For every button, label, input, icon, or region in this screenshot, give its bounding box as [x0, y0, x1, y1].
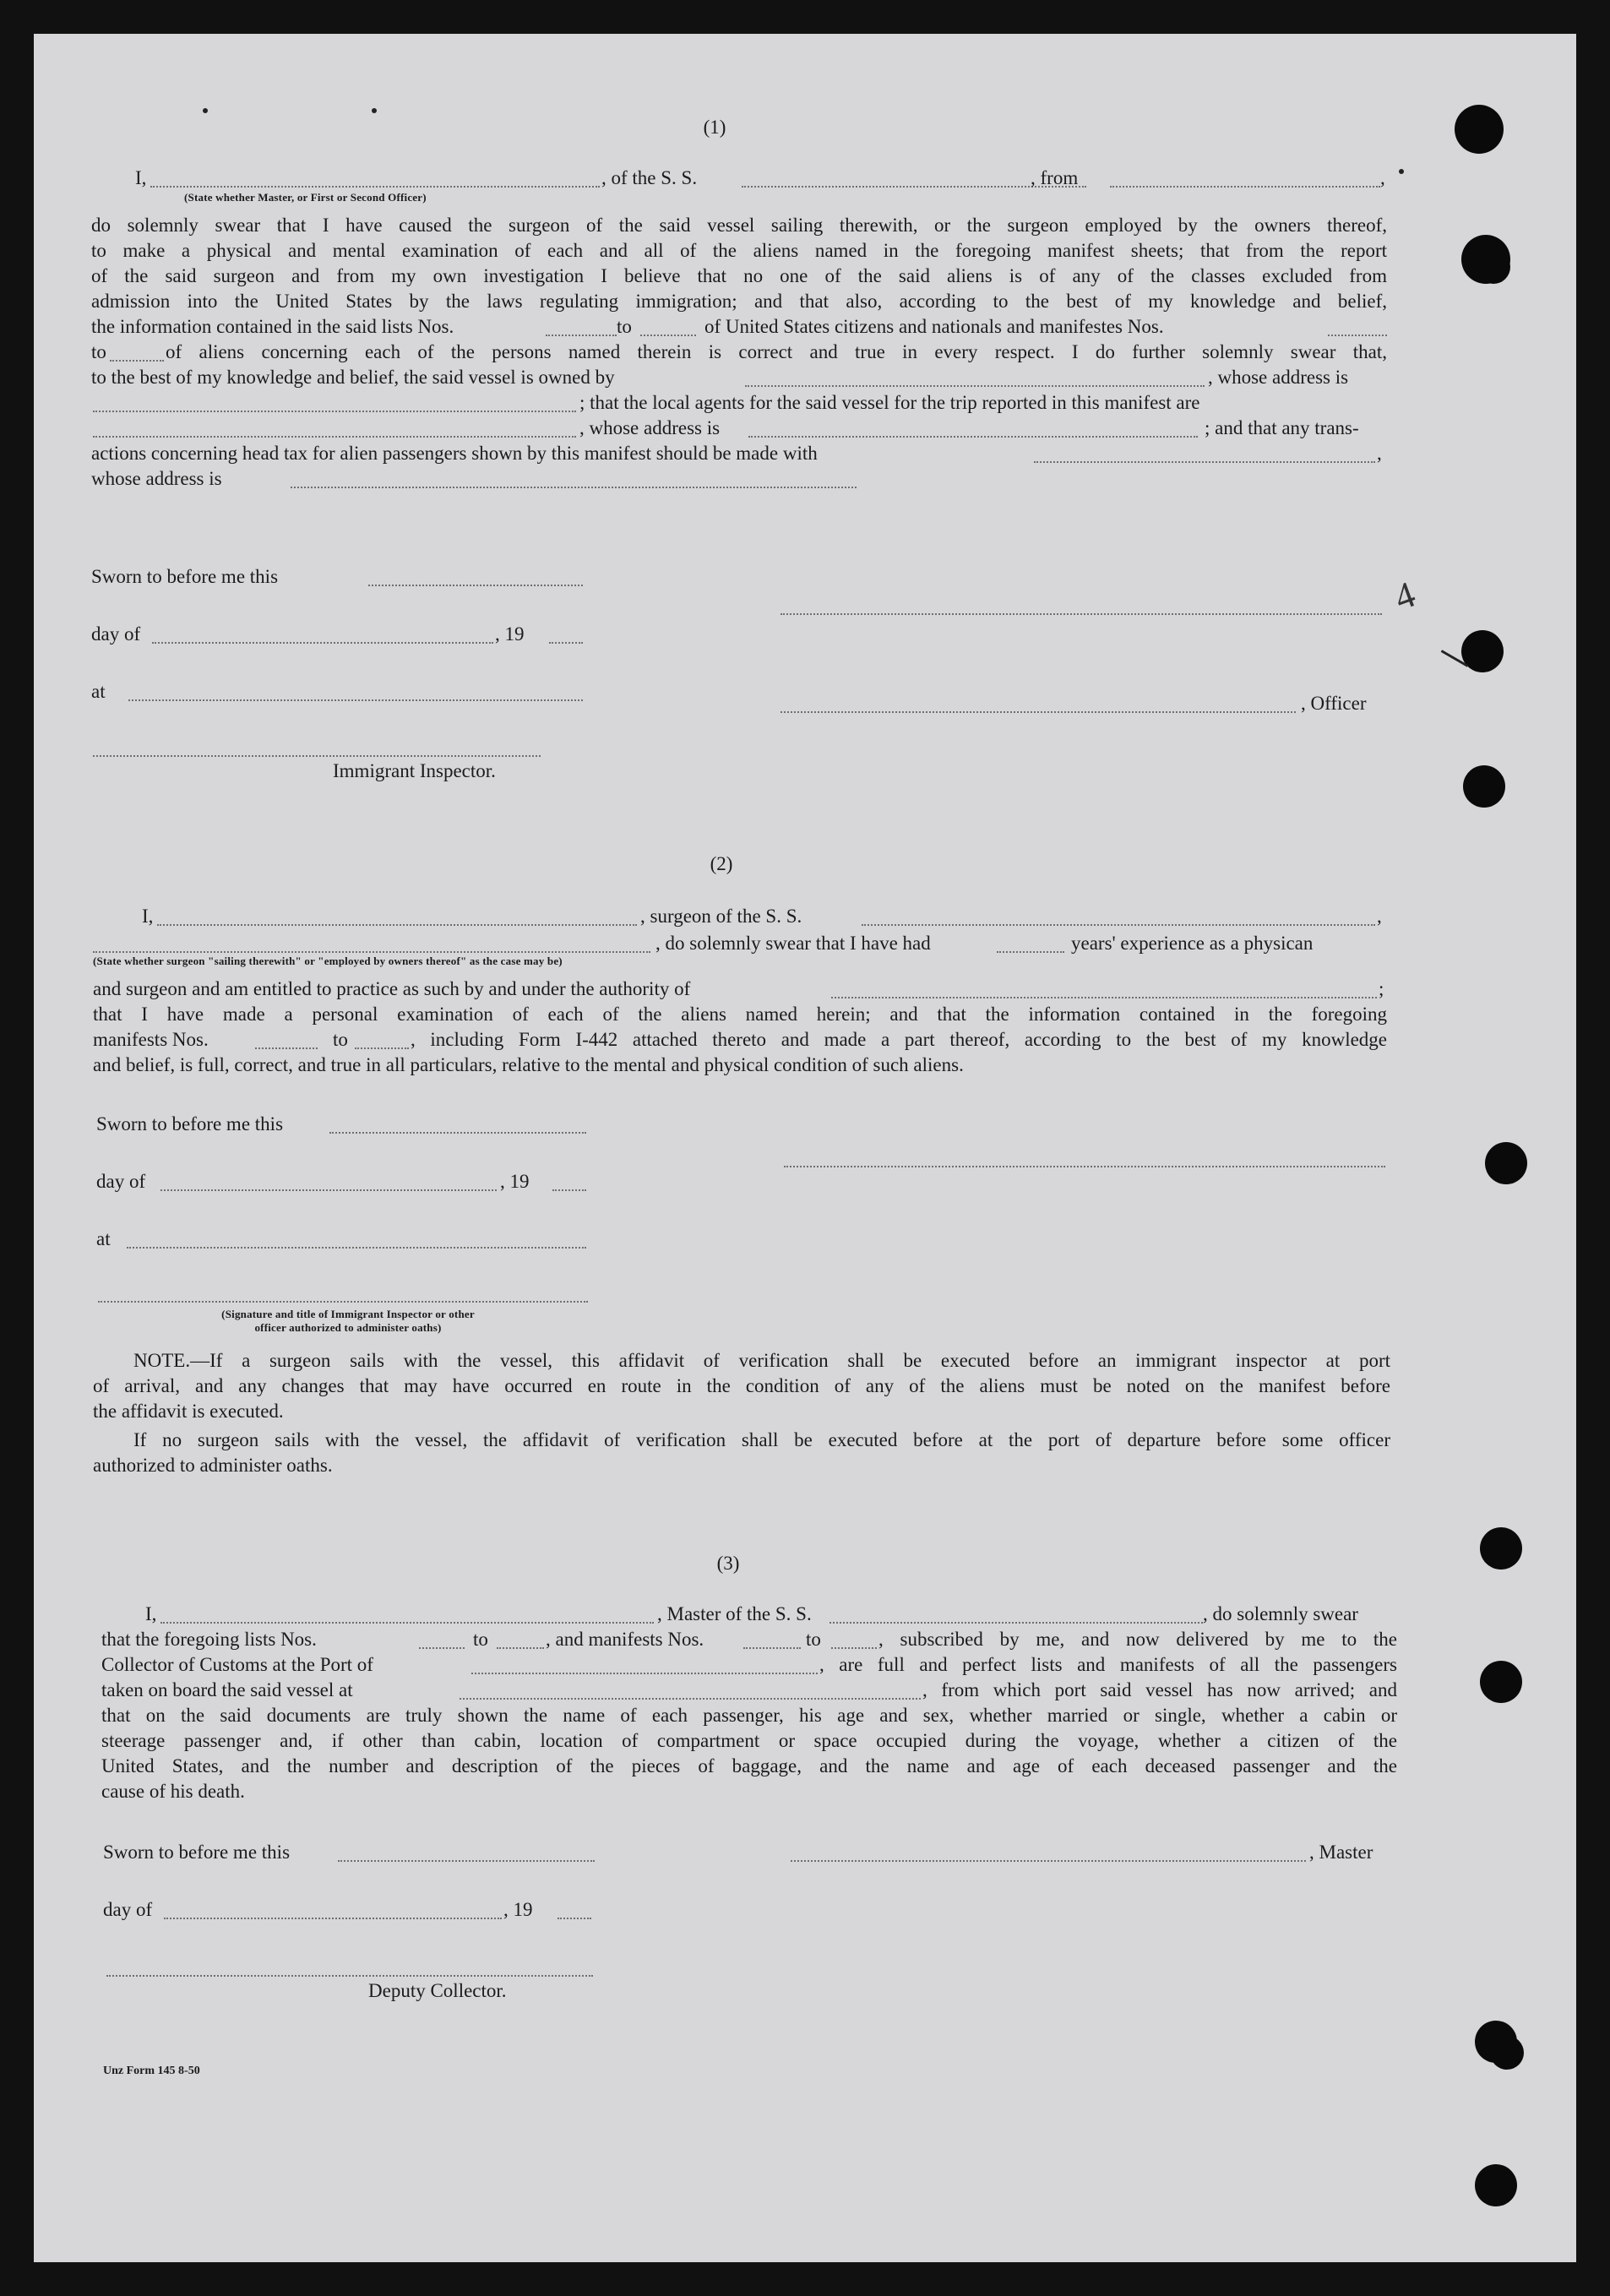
- s3-taken-label: taken on board the said vessel at: [101, 1679, 353, 1700]
- s3-body-line-last: cause of his death.: [101, 1781, 245, 1802]
- s1-month-field[interactable]: [152, 642, 493, 644]
- s3-body-line: that on the said documents are truly shown the name of each passenger, his age and sex, whether married or single, whether a cabin or: [101, 1705, 1397, 1726]
- ink-speck: [1399, 169, 1404, 174]
- s1-inspector-signature-field[interactable]: [93, 755, 541, 757]
- s1-day-of: day of: [91, 623, 141, 645]
- binder-hole: [1480, 1527, 1522, 1570]
- s2-sig-note-2: officer authorized to administer oaths): [254, 1321, 442, 1334]
- s2-signature-field[interactable]: [784, 1166, 1385, 1167]
- binder-hole: [1475, 2164, 1517, 2206]
- s3-master-label: , Master: [1309, 1842, 1373, 1863]
- s3-i: I,: [145, 1603, 157, 1624]
- s2-manifests-to-field[interactable]: [355, 1047, 409, 1049]
- s2-sig-note: (Signature and title of Immigrant Inspector or other: [221, 1308, 475, 1320]
- s2-at: at: [96, 1228, 111, 1249]
- s2-year-field[interactable]: [552, 1189, 586, 1191]
- s1-officer-signature-field[interactable]: [781, 711, 1296, 713]
- s2-including-line: , including Form I-442 attached thereto and made a part thereof, according to the best of my knowledge: [411, 1029, 1387, 1050]
- s1-body-line: do solemnly swear that I have caused the surgeon of the said vessel sailing therewith, or the surgeon employed by the owners thereof,: [91, 215, 1387, 236]
- s2-body-line: that I have made a personal examination of each of the aliens named herein; and that the information contained in the foregoing: [93, 1004, 1387, 1025]
- s1-i: I,: [135, 167, 147, 188]
- s2-sworn: Sworn to before me this: [96, 1113, 284, 1134]
- s2-sworn-day-field[interactable]: [329, 1132, 586, 1134]
- section-3-heading: (3): [716, 1553, 740, 1574]
- s3-vessel-field[interactable]: [829, 1622, 1203, 1624]
- s1-manifests-to-field[interactable]: [110, 360, 164, 362]
- s2-year: , 19: [500, 1171, 530, 1192]
- s3-perfect-lists-line: , are full and perfect lists and manifests of all the passengers: [819, 1654, 1397, 1675]
- s3-swear: , do solemnly swear: [1203, 1603, 1358, 1624]
- s1-citizens-label: of United States citizens and nationals and manifestes Nos.: [704, 316, 1164, 337]
- s2-semicolon: ;: [1379, 978, 1384, 999]
- s1-owned-label: to the best of my knowledge and belief, the said vessel is owned by: [91, 367, 615, 388]
- s2-surgeon-name-field[interactable]: [157, 924, 637, 926]
- s2-month-field[interactable]: [160, 1189, 497, 1191]
- form-code: Unz Form 145 8-50: [103, 2065, 200, 2077]
- s3-year-field[interactable]: [558, 1918, 591, 1919]
- s1-at: at: [91, 681, 106, 702]
- s2-note-line: NOTE.—If a surgeon sails with the vessel, this affidavit of verification shall be executed before an immigrant inspector at port: [133, 1350, 1390, 1371]
- s3-sworn-day-field[interactable]: [338, 1860, 595, 1862]
- section-2-heading: (2): [710, 853, 733, 874]
- s1-headtax-field[interactable]: [1034, 461, 1375, 463]
- s1-officer-note: (State whether Master, or First or Second Officer): [184, 191, 427, 204]
- s3-subscribed-line: , subscribed by me, and now delivered by me to the: [878, 1629, 1397, 1650]
- s1-lists-from-field[interactable]: [546, 335, 617, 336]
- s2-comma: ,: [1377, 906, 1382, 927]
- s2-i: I,: [142, 906, 154, 927]
- s1-headtax-address-field[interactable]: [291, 487, 857, 488]
- s1-aliens-line: of aliens concerning each of the persons named therein is correct and true in every respect. I do further solemnly swear that,: [166, 341, 1387, 362]
- s2-note-line: of arrival, and any changes that may have occurred en route in the condition of any of the aliens must be noted on the manifest before: [93, 1375, 1390, 1396]
- margin-handwritten-mark: 4: [1389, 573, 1421, 619]
- s1-lists-to-field[interactable]: [640, 335, 696, 336]
- s1-manifests-field[interactable]: [1328, 335, 1387, 336]
- s2-note-line-last: the affidavit is executed.: [93, 1401, 284, 1422]
- s3-master-signature-field[interactable]: [791, 1860, 1306, 1862]
- s2-note2-line-last: authorized to administer oaths.: [93, 1455, 333, 1476]
- s3-day-of: day of: [103, 1899, 153, 1920]
- s2-surgeon-capacity-field[interactable]: [93, 951, 650, 953]
- s1-owner-address-label: , whose address is: [1208, 367, 1349, 388]
- s1-year-field[interactable]: [549, 642, 583, 644]
- s2-inspector-signature-field[interactable]: [98, 1301, 588, 1303]
- s1-owner-field[interactable]: [745, 385, 1205, 387]
- s1-headtax-label: actions concerning head tax for alien passengers shown by this manifest should be made with: [91, 443, 818, 464]
- s2-to: to: [333, 1029, 348, 1050]
- s1-of-ss: , of the S. S.: [601, 167, 698, 188]
- s3-month-field[interactable]: [164, 1918, 502, 1919]
- ink-speck: [203, 108, 208, 113]
- s2-note2-line: If no surgeon sails with the vessel, the affidavit of verification shall be executed before at the port of departure before some officer: [133, 1429, 1390, 1450]
- s1-trans-label: ; and that any trans-: [1205, 417, 1359, 438]
- s1-officer-label: , Officer: [1301, 693, 1367, 714]
- s3-deputy-signature-field[interactable]: [106, 1975, 593, 1977]
- s3-sworn: Sworn to before me this: [103, 1842, 291, 1863]
- binder-hole: [1461, 235, 1510, 284]
- s1-signature-field[interactable]: [781, 613, 1382, 615]
- binder-hole: [1480, 1661, 1522, 1703]
- binder-hole: [1485, 1142, 1527, 1184]
- s1-place-field[interactable]: [128, 699, 583, 701]
- s3-deputy-label: Deputy Collector.: [368, 1980, 507, 2001]
- s2-place-field[interactable]: [127, 1247, 586, 1249]
- s2-day-of: day of: [96, 1171, 146, 1192]
- s2-authority-field[interactable]: [831, 997, 1377, 998]
- s3-port-field[interactable]: [471, 1673, 818, 1674]
- s3-manifests-from-field[interactable]: [743, 1647, 801, 1649]
- s1-sworn-day-field[interactable]: [368, 585, 583, 586]
- s2-years-field[interactable]: [997, 951, 1064, 953]
- s2-body-line-last: and belief, is full, correct, and true in all particulars, relative to the mental and physical condition of such aliens.: [93, 1054, 964, 1075]
- s3-lists-to-field[interactable]: [497, 1647, 544, 1649]
- s1-lists-label: the information contained in the said lists Nos.: [91, 316, 454, 337]
- s3-body-line: steerage passenger and, if other than cabin, location of compartment or space occupied during the voyage, whether a citizen of the: [101, 1730, 1397, 1751]
- s2-surgeon-note: (State whether surgeon "sailing therewith" or "employed by owners thereof" as the case may be): [93, 955, 563, 967]
- s1-sworn: Sworn to before me this: [91, 566, 279, 587]
- s1-comma-2: ,: [1377, 443, 1382, 464]
- s1-whose-address-label: whose address is: [91, 468, 222, 489]
- s1-to: to: [617, 316, 632, 337]
- s1-officer-name-field[interactable]: [150, 186, 600, 188]
- s3-manifests-to-field[interactable]: [831, 1647, 877, 1649]
- s3-manifests-label: , and manifests Nos.: [546, 1629, 704, 1650]
- ink-speck: [372, 108, 377, 113]
- s3-taken-at-field[interactable]: [460, 1698, 921, 1700]
- s1-to-2: to: [91, 341, 106, 362]
- s3-year: , 19: [503, 1899, 533, 1920]
- binder-hole: [1463, 765, 1505, 808]
- s1-body-line: to make a physical and mental examination of each and all of the aliens named in the foregoing manifest sheets; that from the report: [91, 240, 1387, 261]
- s2-vessel-field[interactable]: [862, 924, 1375, 926]
- s3-lists-label: that the foregoing lists Nos.: [101, 1629, 317, 1650]
- s1-inspector-label: Immigrant Inspector.: [333, 760, 496, 781]
- binder-hole: [1475, 2021, 1517, 2063]
- s2-surgeon-of-ss: , surgeon of the S. S.: [640, 906, 802, 927]
- binder-hole: [1455, 105, 1504, 154]
- s1-agents-label: ; that the local agents for the said vessel for the trip reported in this manifest are: [579, 392, 1200, 413]
- s1-owner-address-field[interactable]: [93, 411, 576, 412]
- s3-collector-label: Collector of Customs at the Port of: [101, 1654, 373, 1675]
- s1-agents-address-label: , whose address is: [579, 417, 721, 438]
- s1-agents-field[interactable]: [93, 436, 576, 438]
- s1-body-line: admission into the United States by the laws regulating immigration; and that also, according to the best of my knowledge and belief,: [91, 291, 1387, 312]
- s3-lists-from-field[interactable]: [419, 1647, 465, 1649]
- s3-arrived-line: , from which port said vessel has now arrived; and: [922, 1679, 1397, 1700]
- s2-years-label: years' experience as a physican: [1071, 933, 1314, 954]
- s3-to: to: [473, 1629, 488, 1650]
- s1-from: , from: [1031, 167, 1079, 188]
- s3-body-line: United States, and the number and description of the pieces of baggage, and the name and age of each deceased passenger and the: [101, 1755, 1397, 1776]
- form-page: [34, 34, 1576, 2262]
- s1-comma: ,: [1380, 167, 1385, 188]
- section-1-heading: (1): [703, 117, 726, 138]
- s3-master-name-field[interactable]: [160, 1622, 654, 1624]
- s1-agents-address-field[interactable]: [748, 436, 1198, 438]
- s2-authority-label: and surgeon and am entitled to practice as such by and under the authority of: [93, 978, 691, 999]
- s2-manifests-label: manifests Nos.: [93, 1029, 209, 1050]
- s3-to-2: to: [806, 1629, 821, 1650]
- s3-master-of-ss: , Master of the S. S.: [657, 1603, 812, 1624]
- s1-year: , 19: [495, 623, 525, 645]
- s1-body-line: of the said surgeon and from my own investigation I believe that no one of the said aliens is of any of the classes excluded from: [91, 265, 1387, 286]
- s1-from-field[interactable]: [1110, 186, 1380, 188]
- s2-manifests-from-field[interactable]: [255, 1047, 318, 1049]
- s2-swear-label: , do solemnly swear that I have had: [655, 933, 931, 954]
